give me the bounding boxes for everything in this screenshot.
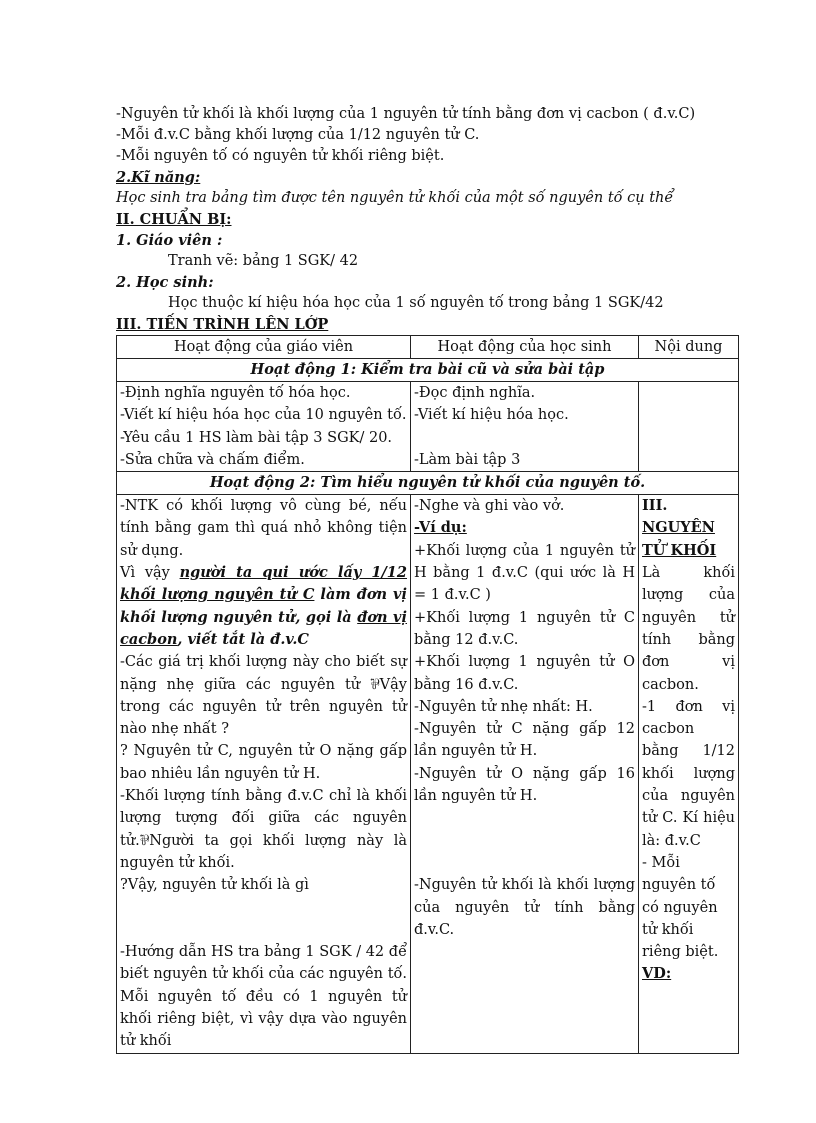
student-text: Học thuộc kí hiệu hóa học của 1 số nguyên tố trong bảng 1 SGK/42	[168, 295, 664, 311]
a2-student-p8: -Nguyên tử khối là khối lượng của nguyên tử tính bằng đ.v.C.	[414, 877, 635, 938]
a2-teacher-spacer	[120, 897, 407, 919]
teacher-heading: 1. Giáo viên :	[116, 232, 223, 249]
header-content: Nội dung	[639, 336, 739, 359]
header-teacher: Hoạt động của giáo viên	[117, 336, 411, 359]
a2-content-p2: -1 đơn vị cacbon bằng 1/12 khối lượng của nguyên tử C. Kí hiệu là: đ.v.C	[642, 698, 735, 849]
a2-student-spacer	[414, 807, 635, 829]
activity2-student-cell	[411, 495, 639, 1053]
a2-teacher-p2-b4: , viết tắt là đ.v.C	[177, 630, 309, 648]
activity1-student-cell	[411, 382, 639, 472]
a2-content-title2: NGUYÊN TỬ KHỐI	[642, 519, 717, 559]
a2-student-p6: -Nguyên tử C nặng gấp 12 lần nguyên tử H.	[414, 721, 635, 760]
lesson-table	[116, 335, 739, 1054]
activity1-row	[117, 382, 739, 472]
a1-student-line	[414, 427, 635, 449]
student-heading: 2. Học sinh:	[116, 274, 214, 291]
activity2-title-row	[117, 472, 739, 495]
activity1-title-row	[117, 359, 739, 382]
prep-heading: II. CHUẨN BỊ:	[116, 211, 232, 228]
skills-heading: 2.Kĩ năng:	[116, 169, 201, 186]
a2-student-p1: -Nghe và ghi vào vở.	[414, 498, 565, 515]
table-header-row	[117, 336, 739, 359]
a2-teacher-p2-b3: đơn vị cacbon	[120, 608, 407, 648]
a2-student-spacer	[414, 830, 635, 852]
a1-teacher-line: -Định nghĩa nguyên tố hóa học.	[120, 385, 351, 401]
activity1-teacher-cell	[117, 382, 411, 472]
a2-student-p7: -Nguyên tử O nặng gấp 16 lần nguyên tử H.	[414, 765, 635, 805]
a1-student-line: -Đọc định nghĩa.	[414, 385, 536, 401]
a1-student-line: -Làm bài tập 3	[414, 451, 521, 468]
a2-student-p4: +Khối lượng 1 nguyên tử O bằng 16 đ.v.C.	[414, 654, 635, 693]
process-heading: III. TIẾN TRÌNH LÊN LỚP	[116, 316, 329, 333]
intro-line-3: -Mỗi nguyên tố có nguyên tử khối riêng biệt.	[116, 148, 445, 164]
a2-teacher-p2-b1: người ta qui ước lấy 1/12 khối lượng nguyên tử C	[120, 564, 407, 604]
a2-student-p3: +Khối lượng 1 nguyên tử C bằng 12 đ.v.C.	[414, 609, 635, 648]
a1-teacher-line: -Sửa chữa và chấm điểm.	[120, 451, 305, 468]
intro-line-1: -Nguyên tử khối là khối lượng của 1 nguyên tử tính bằng đơn vị cacbon ( đ.v.C)	[116, 106, 696, 122]
a2-student-spacer	[414, 852, 635, 874]
a2-teacher-p7: -Hướng dẫn HS tra bảng 1 SGK / 42 để biết nguyên tử khối của các nguyên tố. Mỗi nguyên tố đều có 1 nguyên tử khối riêng biệt, vì vậy dựa vào nguyên tử khối	[120, 944, 407, 1050]
a2-teacher-p1: -NTK có khối lượng vô cùng bé, nếu tính bằng gam thì quá nhỏ không tiện sử dụng.	[120, 498, 407, 559]
activity2-content-cell	[639, 495, 739, 1053]
teacher-text: Tranh vẽ: bảng 1 SGK/ 42	[168, 253, 359, 269]
a2-teacher-spacer	[120, 919, 407, 941]
a2-content-title1: III.	[642, 497, 668, 515]
activity1-content-cell	[639, 382, 739, 472]
activity1-title: Hoạt động 1: Kiểm tra bài cũ và sửa bài tập	[117, 359, 739, 382]
a2-teacher-p6: ?Vậy, nguyên tử khối là gì	[120, 877, 309, 894]
a2-content-p1: Là khối lượng của nguyên tử tính bằng đơn vị cacbon.	[642, 565, 735, 693]
a2-teacher-p2	[120, 562, 407, 651]
a2-teacher-p2-b2: làm đơn vị khối lượng nguyên tử, gọi là	[120, 586, 407, 626]
a2-content-p3: - Mỗi nguyên tố có nguyên tử khối riêng biệt.	[642, 854, 719, 961]
a2-content-vd: VD:	[642, 965, 672, 983]
a2-teacher-p2-start: Vì vậy	[120, 565, 180, 582]
skills-text: Học sinh tra bảng tìm được tên nguyên tử khối của một số nguyên tố cụ thể	[116, 190, 674, 206]
a2-student-vd: -Ví dụ:	[414, 519, 467, 537]
a2-teacher-p4: ? Nguyên tử C, nguyên tử O nặng gấp bao nhiêu lần nguyên tử H.	[120, 743, 407, 782]
activity2-title: Hoạt động 2: Tìm hiểu nguyên tử khối của nguyên tố.	[117, 472, 739, 495]
a2-teacher-p3: -Các giá trị khối lượng này cho biết sự nặng nhẹ giữa các nguyên tử ⅌Vậy trong các nguyên tử trên nguyên tử nào nhẹ nhất ?	[120, 654, 407, 738]
activity2-teacher-cell	[117, 495, 411, 1053]
a1-teacher-line: -Yêu cầu 1 HS làm bài tập 3 SGK/ 20.	[120, 429, 393, 446]
activity2-row	[117, 495, 739, 1053]
a1-teacher-line: -Viết kí hiệu hóa học của 10 nguyên tố.	[120, 407, 407, 424]
intro-line-2: -Mỗi đ.v.C bằng khối lượng của 1/12 nguyên tử C.	[116, 127, 480, 143]
a2-student-p5: -Nguyên tử nhẹ nhất: H.	[414, 698, 593, 715]
a2-teacher-p5: -Khối lượng tính bằng đ.v.C chỉ là khối lượng tượng đối giữa các nguyên tử.⅌Người ta gọi khối lượng này là nguyên tử khối.	[120, 788, 407, 871]
a1-student-line: -Viết kí hiệu hóa học.	[414, 407, 569, 424]
a2-student-p2: +Khối lượng của 1 nguyên tử H bằng 1 đ.v.C (qui ước là H = 1 đ.v.C )	[414, 542, 635, 604]
document-page	[116, 104, 738, 1054]
header-student: Hoạt động của học sinh	[411, 336, 639, 359]
